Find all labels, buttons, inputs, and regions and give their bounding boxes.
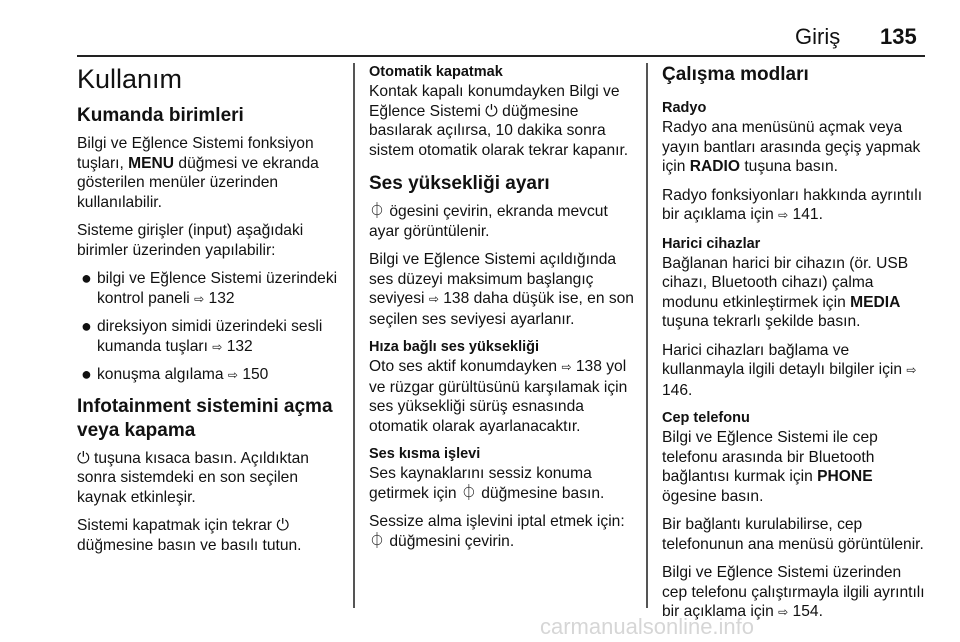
list-item-text: direksiyon simidi üzerindeki sesli kumanda tuşları — [97, 318, 323, 355]
paragraph — [369, 357, 637, 436]
text: düğmesi ve ekranda gösterilen menüler üzerinden kullanılabilir. — [77, 154, 319, 211]
power-icon: ⏻ — [276, 517, 289, 534]
header-rule — [77, 55, 925, 57]
heading-kullanim: Kullanım — [77, 64, 183, 94]
text: Radyo ana menüsünü açmak veya yayın bantları arasında geçiş yapmak için — [662, 119, 921, 175]
page-ref: 132 — [208, 289, 235, 307]
text: Sessize alma işlevini iptal etmek için: — [369, 513, 625, 530]
list-item — [77, 269, 347, 309]
xref-arrow-icon: ⇨ — [778, 605, 789, 619]
paragraph — [369, 512, 637, 551]
column-divider-1 — [353, 63, 355, 608]
heading-calisma-modlari: Çalışma modları — [662, 64, 809, 85]
text: Harici cihazları bağlama ve kullanmayla ilgili detaylı bilgiler için — [662, 341, 903, 378]
paragraph — [369, 464, 637, 503]
text: Bilgi ve Eğlence Sistemi ile cep telefonu arasında bir Bluetooth bağlantısı kurmak için — [662, 429, 878, 485]
text: Bağlanan harici bir cihazın (ör. USB cihazı, Bluetooth cihazı) çalma modunu etkinleştirmek için — [662, 254, 909, 311]
heading-ses-yuksekligi: Ses yüksekliği ayarı — [369, 173, 550, 194]
heading-ses-kisma: Ses kısma işlevi — [369, 446, 481, 462]
bullet-icon: ● — [81, 364, 92, 384]
volume-knob-icon: ⏀ — [369, 532, 386, 550]
list-item — [77, 317, 347, 357]
page-ref: 141. — [792, 206, 823, 223]
text: Bilgi ve Eğlence Sistemi üzerinden cep telefonu çalıştırmayla ilgili ayrıntılı bir açıklama için — [662, 564, 925, 620]
text: ögesini çevirin, ekranda mevcut ayar görüntülenir. — [369, 203, 608, 240]
paragraph — [369, 82, 637, 160]
text: Kontak kapalı konumdayken Bilgi ve Eğlence Sistemi — [369, 83, 620, 120]
phone-key-label: PHONE — [817, 468, 873, 485]
page-ref: 138 — [443, 290, 470, 307]
xref-arrow-icon: ⇨ — [561, 360, 572, 374]
text: daha düşük ise, en son seçilen ses seviyesi ayarlanır. — [369, 290, 634, 328]
paragraph — [662, 118, 928, 177]
heading-harici-cihazlar: Harici cihazlar — [662, 235, 761, 252]
column-1 — [77, 63, 347, 564]
paragraph — [662, 341, 928, 401]
radio-key-label: RADIO — [689, 158, 740, 175]
text: yol ve rüzgar gürültüsünü karşılamak için ses yüksekliği sürüş esnasında otomatik olarak ayarlanacaktır. — [369, 358, 628, 435]
media-key-label: MEDIA — [850, 293, 901, 311]
column-3 — [662, 63, 928, 632]
page-ref: 146. — [662, 381, 693, 399]
text: tuşuna basın. — [739, 158, 838, 175]
list-item — [77, 365, 347, 386]
text: ögesine basın. — [662, 487, 764, 505]
heading-radyo: Radyo — [662, 100, 707, 116]
heading-cep-telefonu: Cep telefonu — [662, 410, 750, 426]
list-item-text: bilgi ve Eğlence Sistemi üzerindeki kontrol paneli — [97, 270, 338, 307]
text: tuşuna tekrarlı şekilde basın. — [662, 313, 861, 330]
page-ref: 150 — [242, 366, 269, 383]
watermark: carmanualsonline.info — [540, 614, 755, 639]
xref-arrow-icon: ⇨ — [778, 208, 789, 222]
text: Ses kaynaklarını sessiz konuma getirmek için — [369, 465, 592, 502]
power-icon: ⏻ — [77, 449, 90, 467]
page-ref: 154. — [792, 603, 823, 620]
page-number: 135 — [880, 24, 917, 49]
text: Bilgi ve Eğlence Sistemi fonksiyon tuşları, — [77, 135, 314, 172]
page-ref: 138 — [575, 358, 602, 375]
paragraph: Sisteme girişler (input) aşağıdaki birimler üzerinden yapılabilir: — [77, 222, 304, 259]
bullet-icon: ● — [81, 268, 92, 288]
page-header — [0, 0, 960, 50]
xref-arrow-icon: ⇨ — [428, 292, 439, 306]
text: Oto ses aktif konumdayken — [369, 358, 558, 375]
section-title: Giriş — [795, 24, 841, 49]
text: düğmesini çevirin. — [389, 532, 515, 550]
xref-arrow-icon: ⇨ — [906, 363, 917, 377]
text: tuşuna kısaca basın. Açıldıktan sonra sistemdeki en son seçilen kaynak etkinleşir. — [77, 449, 309, 506]
xref-arrow-icon: ⇨ — [212, 339, 223, 354]
text: Bilgi ve Eğlence Sistemi açıldığında ses düzeyi maksimum başlangıç seviyesi — [369, 251, 617, 307]
paragraph: Bir bağlantı kurulabilirse, cep telefonunun ana menüsü görüntülenir. — [662, 516, 924, 553]
xref-arrow-icon: ⇨ — [194, 291, 205, 306]
bullet-icon: ● — [81, 316, 92, 336]
text: Radyo fonksiyonları hakkında ayrıntılı bir açıklama için — [662, 186, 923, 223]
heading-kumanda-birimleri: Kumanda birimleri — [77, 105, 244, 126]
volume-knob-icon: ⏀ — [369, 203, 386, 220]
paragraph — [369, 202, 637, 241]
volume-knob-icon: ⏀ — [460, 484, 477, 502]
text: düğmesine basılarak açılırsa, 10 dakika sonra sistem otomatik olarak tekrar kapanır. — [369, 102, 629, 159]
paragraph — [662, 186, 928, 226]
paragraph — [77, 516, 347, 555]
paragraph — [662, 428, 928, 506]
page-ref: 132 — [226, 337, 253, 355]
paragraph — [662, 254, 928, 332]
list-item-text: konuşma algılama — [97, 366, 224, 383]
text: düğmesine basın ve basılı tutun. — [77, 536, 302, 554]
text: Sistemi kapatmak için tekrar — [77, 517, 272, 534]
heading-hiza-bagli: Hıza bağlı ses yüksekliği — [369, 339, 540, 355]
paragraph — [77, 449, 347, 508]
menu-key-label: MENU — [128, 154, 175, 172]
input-units-list — [77, 269, 347, 386]
power-icon: ⏻ — [485, 102, 498, 120]
xref-arrow-icon: ⇨ — [227, 368, 238, 382]
column-divider-2 — [646, 63, 648, 608]
heading-power-on-off: Infotainment sistemini açma veya kapama — [77, 395, 333, 441]
column-2 — [369, 63, 637, 560]
paragraph — [77, 134, 347, 212]
heading-otomatik-kapatmak: Otomatik kapatmak — [369, 64, 503, 80]
paragraph — [369, 250, 637, 329]
text: düğmesine basın. — [481, 484, 605, 502]
